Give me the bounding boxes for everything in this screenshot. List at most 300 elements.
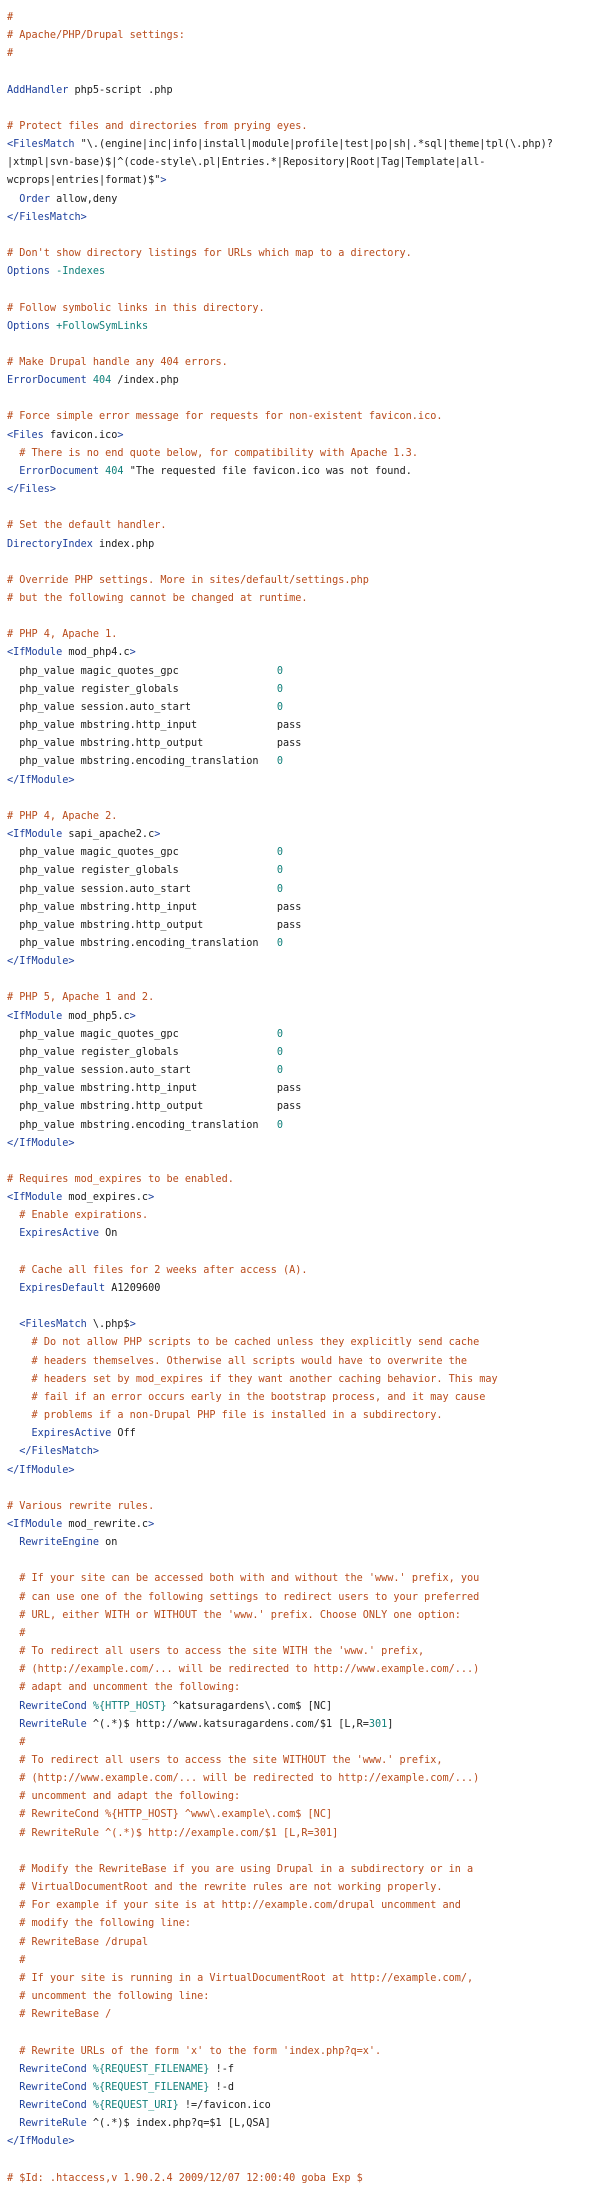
text-token: |xtmpl|svn-base)$|^(code-style\.pl|Entries.*|Repository|Root|Tag|Template|all- bbox=[7, 157, 486, 169]
code-line bbox=[7, 681, 593, 699]
comment-token: # Follow symbolic links in this directory. bbox=[7, 302, 265, 314]
directive-token: RewriteCond bbox=[19, 2099, 87, 2111]
code-line bbox=[7, 1407, 593, 1425]
code-line bbox=[7, 808, 593, 826]
code-line bbox=[7, 1334, 593, 1352]
text-token bbox=[7, 1265, 19, 1276]
text-token: !-f bbox=[209, 2063, 234, 2075]
code-line bbox=[7, 2170, 593, 2188]
text-token: sapi_apache2.c bbox=[62, 829, 155, 841]
directive-token: Options bbox=[7, 320, 50, 332]
comment-token: # To redirect all users to access the site WITH the 'www.' prefix, bbox=[19, 1646, 425, 1658]
code-line bbox=[7, 463, 593, 481]
code-line bbox=[7, 2006, 593, 2024]
code-line bbox=[7, 1135, 593, 1153]
comment-token: # Make Drupal handle any 404 errors. bbox=[7, 356, 228, 368]
text-token: php_value mbstring.http_output pass bbox=[7, 919, 302, 931]
text-token bbox=[7, 2009, 19, 2020]
code-line bbox=[7, 82, 593, 100]
code-line bbox=[7, 1371, 593, 1389]
code-line bbox=[7, 608, 593, 626]
code-line bbox=[7, 1843, 593, 1861]
value-token: 0 bbox=[276, 937, 284, 949]
code-line bbox=[7, 1698, 593, 1716]
code-line bbox=[7, 1008, 593, 1026]
directive-token: ExpiresActive bbox=[19, 1228, 100, 1240]
text-token: php5-script .php bbox=[68, 84, 173, 96]
code-line bbox=[7, 917, 593, 935]
directive-token: <FilesMatch bbox=[19, 1319, 87, 1331]
comment-token: # headers themselves. Otherwise all scripts would have to overwrite the bbox=[31, 1355, 468, 1367]
code-line bbox=[7, 1153, 593, 1171]
text-token bbox=[7, 1283, 19, 1294]
code-line bbox=[7, 1970, 593, 1988]
text-token bbox=[7, 1937, 19, 1948]
directive-token: Order bbox=[19, 193, 50, 205]
value-token: 404 bbox=[105, 465, 124, 477]
code-line bbox=[7, 1189, 593, 1207]
code-line bbox=[7, 1117, 593, 1135]
directive-token: </IfModule> bbox=[7, 1464, 75, 1476]
value-token: 0 bbox=[276, 701, 284, 713]
code-line bbox=[7, 1806, 593, 1824]
code-line bbox=[7, 953, 593, 971]
text-token bbox=[7, 1828, 19, 1839]
value-token: 0 bbox=[276, 683, 284, 695]
code-line bbox=[7, 281, 593, 299]
code-line bbox=[7, 1788, 593, 1806]
comment-token: # bbox=[7, 12, 14, 23]
comment-token: # fail if an error occurs early in the bootstrap process, and it may cause bbox=[31, 1391, 486, 1403]
code-line bbox=[7, 699, 593, 717]
directive-token: ExpiresDefault bbox=[19, 1282, 106, 1294]
code-line bbox=[7, 735, 593, 753]
code-line bbox=[7, 427, 593, 445]
text-token: php_value mbstring.encoding_translation bbox=[7, 1119, 277, 1131]
comment-token: # Various rewrite rules. bbox=[7, 1500, 155, 1512]
value-token: 0 bbox=[276, 1065, 284, 1077]
code-line bbox=[7, 881, 593, 899]
code-line bbox=[7, 499, 593, 517]
text-token: allow,deny bbox=[49, 193, 118, 205]
text-token: php_value magic_quotes_gpc bbox=[7, 1028, 277, 1040]
code-line bbox=[7, 1480, 593, 1498]
code-line bbox=[7, 209, 593, 227]
code-line bbox=[7, 1589, 593, 1607]
code-line bbox=[7, 989, 593, 1007]
code-line bbox=[7, 1443, 593, 1461]
code-line bbox=[7, 590, 593, 608]
code-line bbox=[7, 935, 593, 953]
text-token: php_value session.auto_start bbox=[7, 701, 277, 713]
text-token: ^(.*)$ index.php?q=$1 [L,QSA] bbox=[86, 2118, 271, 2130]
code-line bbox=[7, 1988, 593, 2006]
directive-token: RewriteRule bbox=[19, 1718, 87, 1730]
comment-token: # Do not allow PHP scripts to be cached unless they explicitly send cache bbox=[31, 1337, 480, 1349]
code-line bbox=[7, 826, 593, 844]
comment-token: # problems if a non-Drupal PHP file is installed in a subdirectory. bbox=[31, 1410, 443, 1422]
code-line bbox=[7, 1044, 593, 1062]
directive-token: ErrorDocument bbox=[7, 375, 87, 387]
value-token: %{REQUEST_FILENAME} bbox=[92, 2081, 210, 2093]
code-line bbox=[7, 790, 593, 808]
directive-token: RewriteCond bbox=[19, 2063, 87, 2075]
text-token bbox=[7, 1610, 19, 1621]
code-line bbox=[7, 354, 593, 372]
text-token bbox=[7, 1701, 19, 1712]
value-token: %{HTTP_HOST} bbox=[92, 1700, 167, 1712]
text-token: php_value register_globals bbox=[7, 683, 277, 695]
directive-token: </FilesMatch> bbox=[19, 1446, 100, 1458]
code-line bbox=[7, 1661, 593, 1679]
code-line bbox=[7, 1861, 593, 1879]
text-token bbox=[7, 1918, 19, 1929]
value-token: 0 bbox=[276, 1028, 284, 1040]
code-line bbox=[7, 1425, 593, 1443]
text-token: php_value mbstring.http_input pass bbox=[7, 1083, 302, 1095]
comment-token: # Cache all files for 2 weeks after access (A). bbox=[19, 1264, 308, 1276]
comment-token: # Override PHP settings. More in sites/default/settings.php bbox=[7, 574, 369, 586]
code-line bbox=[7, 2097, 593, 2115]
htaccess-code-listing bbox=[7, 9, 593, 2188]
code-line bbox=[7, 1225, 593, 1243]
code-line bbox=[7, 1679, 593, 1697]
code-line bbox=[7, 1770, 593, 1788]
text-token bbox=[7, 1537, 19, 1548]
code-line bbox=[7, 1207, 593, 1225]
text-token bbox=[7, 1210, 19, 1221]
text-token: php_value mbstring.encoding_translation bbox=[7, 756, 277, 768]
text-token: !=/favicon.ico bbox=[178, 2099, 271, 2111]
text-token bbox=[7, 1337, 32, 1348]
directive-token: RewriteCond bbox=[19, 2081, 87, 2093]
text-token: "\.(engine|inc|info|install|module|profile|test|po|sh|.*sql|theme|tpl(\.php)? bbox=[74, 139, 553, 151]
text-token bbox=[7, 2064, 19, 2075]
comment-token: # For example if your site is at http://example.com/drupal uncomment and bbox=[19, 1900, 461, 1912]
code-line bbox=[7, 172, 593, 190]
code-line bbox=[7, 1607, 593, 1625]
text-token bbox=[7, 1410, 32, 1421]
text-token: \.php$ bbox=[86, 1319, 130, 1331]
code-line bbox=[7, 899, 593, 917]
code-line bbox=[7, 572, 593, 590]
directive-token: </FilesMatch> bbox=[7, 211, 87, 223]
comment-token: # RewriteCond %{HTTP_HOST} ^www\.example\.com$ [NC] bbox=[19, 1809, 333, 1821]
text-token: php_value magic_quotes_gpc bbox=[7, 665, 277, 677]
text-token bbox=[7, 1646, 19, 1657]
text-token bbox=[7, 466, 19, 477]
comment-token: # PHP 5, Apache 1 and 2. bbox=[7, 992, 155, 1004]
code-line bbox=[7, 2115, 593, 2133]
text-token: php_value session.auto_start bbox=[7, 1065, 277, 1077]
comment-token: # modify the following line: bbox=[19, 1918, 192, 1930]
code-line bbox=[7, 1625, 593, 1643]
text-token bbox=[7, 1573, 19, 1584]
text-token: mod_expires.c bbox=[62, 1192, 149, 1204]
code-line bbox=[7, 1389, 593, 1407]
code-line bbox=[7, 336, 593, 354]
code-line bbox=[7, 2043, 593, 2061]
text-token bbox=[7, 1791, 19, 1802]
text-token: index.php bbox=[92, 538, 155, 550]
comment-token: # bbox=[19, 1736, 26, 1748]
code-line bbox=[7, 1897, 593, 1915]
text-token bbox=[7, 1864, 19, 1875]
text-token bbox=[7, 1374, 32, 1385]
code-line bbox=[7, 227, 593, 245]
code-line bbox=[7, 1062, 593, 1080]
code-line bbox=[7, 1734, 593, 1752]
text-token bbox=[7, 1809, 19, 1820]
code-line bbox=[7, 1752, 593, 1770]
directive-token: <Files bbox=[7, 429, 44, 441]
value-token: 0 bbox=[276, 847, 284, 859]
text-token: ^katsuragardens\.com$ [NC] bbox=[166, 1700, 333, 1712]
directive-token: <FilesMatch bbox=[7, 139, 75, 151]
code-line bbox=[7, 27, 593, 45]
code-line bbox=[7, 1462, 593, 1480]
text-token bbox=[7, 1428, 32, 1439]
comment-token: # but the following cannot be changed at runtime. bbox=[7, 593, 308, 604]
text-token: A1209600 bbox=[105, 1282, 161, 1294]
text-token: php_value mbstring.encoding_translation bbox=[7, 937, 277, 949]
directive-token: > bbox=[117, 429, 124, 441]
comment-token: # Enable expirations. bbox=[19, 1210, 149, 1222]
code-line bbox=[7, 118, 593, 136]
code-line bbox=[7, 844, 593, 862]
text-token: favicon.ico bbox=[43, 429, 118, 441]
text-token bbox=[7, 2100, 19, 2111]
comment-token: # bbox=[19, 1954, 26, 1966]
directive-token: <IfModule bbox=[7, 829, 63, 841]
code-line bbox=[7, 1570, 593, 1588]
comment-token: # Apache/PHP/Drupal settings: bbox=[7, 30, 185, 42]
text-token: php_value magic_quotes_gpc bbox=[7, 847, 277, 859]
comment-token: # $Id: .htaccess,v 1.90.2.4 2009/12/07 12:00:40 goba Exp $ bbox=[7, 2172, 363, 2184]
directive-token: DirectoryIndex bbox=[7, 538, 93, 550]
comment-token: # Modify the RewriteBase if you are using Drupal in a subdirectory or in a bbox=[19, 1863, 474, 1875]
code-line bbox=[7, 2133, 593, 2151]
text-token: php_value session.auto_start bbox=[7, 883, 277, 895]
code-line bbox=[7, 862, 593, 880]
code-line bbox=[7, 1026, 593, 1044]
directive-token: > bbox=[148, 1192, 155, 1204]
text-token bbox=[7, 1719, 19, 1730]
directive-token: <IfModule bbox=[7, 647, 63, 659]
directive-token: > bbox=[154, 829, 161, 841]
comment-token: # If your site is running in a VirtualDocumentRoot at http://example.com/, bbox=[19, 1972, 474, 1984]
code-line bbox=[7, 2024, 593, 2042]
code-line bbox=[7, 1825, 593, 1843]
comment-token: # To redirect all users to access the site WITHOUT the 'www.' prefix, bbox=[19, 1755, 443, 1766]
text-token bbox=[7, 1973, 19, 1984]
comment-token: # RewriteBase / bbox=[19, 2009, 112, 2021]
text-token bbox=[7, 1228, 19, 1239]
text-token bbox=[7, 1628, 19, 1639]
text-token: ^(.*)$ http://www.katsuragardens.com/$1 [L,R= bbox=[86, 1718, 369, 1730]
directive-token: <IfModule bbox=[7, 1518, 63, 1530]
directive-token: <IfModule bbox=[7, 1010, 63, 1022]
code-line bbox=[7, 753, 593, 771]
code-line bbox=[7, 191, 593, 209]
code-line bbox=[7, 554, 593, 572]
comment-token: # Set the default handler. bbox=[7, 520, 167, 532]
directive-token: </IfModule> bbox=[7, 2136, 75, 2148]
text-token bbox=[7, 1900, 19, 1911]
text-token bbox=[7, 1592, 19, 1603]
directive-token: Options bbox=[7, 266, 50, 278]
text-token: Off bbox=[111, 1428, 136, 1440]
text-token bbox=[7, 1737, 19, 1748]
comment-token: # URL, either WITH or WITHOUT the 'www.' prefix. Choose ONLY one option: bbox=[19, 1609, 461, 1621]
text-token bbox=[7, 1664, 19, 1675]
value-token: 404 bbox=[92, 375, 112, 387]
code-line bbox=[7, 1534, 593, 1552]
text-token bbox=[7, 2046, 19, 2057]
code-line bbox=[7, 663, 593, 681]
text-token bbox=[7, 2118, 19, 2129]
code-line bbox=[7, 1171, 593, 1189]
comment-token: # There is no end quote below, for compatibility with Apache 1.3. bbox=[19, 447, 418, 459]
code-line bbox=[7, 1353, 593, 1371]
value-token: 301 bbox=[368, 1718, 388, 1730]
code-line bbox=[7, 390, 593, 408]
text-token bbox=[7, 1682, 19, 1693]
text-token bbox=[7, 1392, 32, 1403]
code-line bbox=[7, 1098, 593, 1116]
text-token bbox=[7, 1773, 19, 1784]
code-line bbox=[7, 372, 593, 390]
text-token bbox=[7, 1882, 19, 1893]
code-line bbox=[7, 536, 593, 554]
comment-token: # Protect files and directories from prying eyes. bbox=[7, 120, 308, 132]
code-line bbox=[7, 481, 593, 499]
comment-token: # RewriteBase /drupal bbox=[19, 1936, 149, 1948]
code-line bbox=[7, 1298, 593, 1316]
text-token: php_value mbstring.http_output pass bbox=[7, 1101, 302, 1113]
code-line bbox=[7, 644, 593, 662]
value-token: 0 bbox=[276, 756, 284, 768]
value-token: -Indexes bbox=[56, 266, 106, 278]
code-line bbox=[7, 100, 593, 118]
code-line bbox=[7, 1915, 593, 1933]
value-token: 0 bbox=[276, 865, 284, 877]
code-line bbox=[7, 1316, 593, 1334]
comment-token: # Force simple error message for requests for non-existent favicon.ico. bbox=[7, 411, 443, 423]
text-token: php_value mbstring.http_output pass bbox=[7, 738, 302, 750]
code-line bbox=[7, 318, 593, 336]
code-line bbox=[7, 1244, 593, 1262]
value-token: 0 bbox=[276, 1046, 284, 1058]
code-line bbox=[7, 2061, 593, 2079]
code-line bbox=[7, 1552, 593, 1570]
code-line bbox=[7, 45, 593, 63]
directive-token: > bbox=[160, 175, 167, 187]
comment-token: # VirtualDocumentRoot and the rewrite rules are not working properly. bbox=[19, 1882, 443, 1894]
code-line bbox=[7, 263, 593, 281]
code-line bbox=[7, 408, 593, 426]
code-line bbox=[7, 1280, 593, 1298]
code-line bbox=[7, 1952, 593, 1970]
code-line bbox=[7, 626, 593, 644]
text-token bbox=[7, 1446, 19, 1457]
directive-token: ExpiresActive bbox=[31, 1428, 112, 1440]
comment-token: # PHP 4, Apache 2. bbox=[7, 810, 118, 822]
value-token: %{REQUEST_URI} bbox=[92, 2099, 179, 2111]
comment-token: # Requires mod_expires to be enabled. bbox=[7, 1174, 234, 1185]
comment-token: # Don't show directory listings for URLs which map to a directory. bbox=[7, 248, 412, 260]
code-line bbox=[7, 772, 593, 790]
code-line bbox=[7, 1934, 593, 1952]
directive-token: RewriteRule bbox=[19, 2118, 87, 2130]
text-token bbox=[7, 1356, 32, 1367]
value-token: 0 bbox=[276, 1119, 284, 1131]
text-token: mod_rewrite.c bbox=[62, 1518, 149, 1530]
text-token: php_value register_globals bbox=[7, 1046, 277, 1058]
code-line bbox=[7, 1080, 593, 1098]
directive-token: RewriteCond bbox=[19, 1700, 87, 1712]
directive-token: > bbox=[129, 1010, 136, 1022]
text-token bbox=[7, 448, 19, 459]
text-token bbox=[7, 1319, 19, 1330]
code-line bbox=[7, 245, 593, 263]
code-line bbox=[7, 2079, 593, 2097]
text-token: mod_php4.c bbox=[62, 647, 130, 659]
text-token bbox=[7, 1991, 19, 2002]
code-line bbox=[7, 2151, 593, 2169]
text-token bbox=[7, 1755, 19, 1766]
text-token bbox=[7, 194, 19, 205]
code-line bbox=[7, 154, 593, 172]
text-token: mod_php5.c bbox=[62, 1010, 130, 1022]
directive-token: <IfModule bbox=[7, 1192, 63, 1204]
comment-token: # can use one of the following settings to redirect users to your preferred bbox=[19, 1591, 480, 1603]
comment-token: # adapt and uncomment the following: bbox=[19, 1682, 241, 1694]
comment-token: # Rewrite URLs of the form 'x' to the form 'index.php?q=x'. bbox=[19, 2045, 382, 2057]
code-line bbox=[7, 1716, 593, 1734]
directive-token: AddHandler bbox=[7, 84, 69, 96]
text-token: ] bbox=[387, 1718, 394, 1730]
comment-token: # bbox=[7, 48, 14, 60]
directive-token: > bbox=[148, 1518, 155, 1530]
comment-token: # If your site can be accessed both with and without the 'www.' prefix, you bbox=[19, 1573, 480, 1585]
code-line bbox=[7, 300, 593, 318]
comment-token: # (http://www.example.com/... will be redirected to http://example.com/...) bbox=[19, 1773, 480, 1785]
text-token: /index.php bbox=[111, 375, 179, 387]
comment-token: # headers set by mod_expires if they want another caching behavior. This may bbox=[31, 1373, 498, 1385]
code-line bbox=[7, 445, 593, 463]
value-token: 0 bbox=[276, 665, 284, 677]
comment-token: # bbox=[19, 1627, 26, 1639]
text-token: php_value mbstring.http_input pass bbox=[7, 901, 302, 913]
directive-token: </IfModule> bbox=[7, 774, 75, 786]
text-token: "The requested file favicon.ico was not found. bbox=[123, 465, 412, 477]
code-line bbox=[7, 517, 593, 535]
code-line bbox=[7, 9, 593, 27]
directive-token: </IfModule> bbox=[7, 1137, 75, 1149]
comment-token: # PHP 4, Apache 1. bbox=[7, 629, 118, 641]
text-token: wcprops|entries|format)$" bbox=[7, 175, 161, 187]
code-line bbox=[7, 63, 593, 81]
value-token: %{REQUEST_FILENAME} bbox=[92, 2063, 210, 2075]
directive-token: </IfModule> bbox=[7, 956, 75, 968]
code-line bbox=[7, 1879, 593, 1897]
comment-token: # RewriteRule ^(.*)$ http://example.com/$1 [L,R=301] bbox=[19, 1827, 339, 1839]
code-line bbox=[7, 136, 593, 154]
code-line bbox=[7, 1516, 593, 1534]
text-token: On bbox=[99, 1228, 118, 1240]
text-token bbox=[7, 2082, 19, 2093]
